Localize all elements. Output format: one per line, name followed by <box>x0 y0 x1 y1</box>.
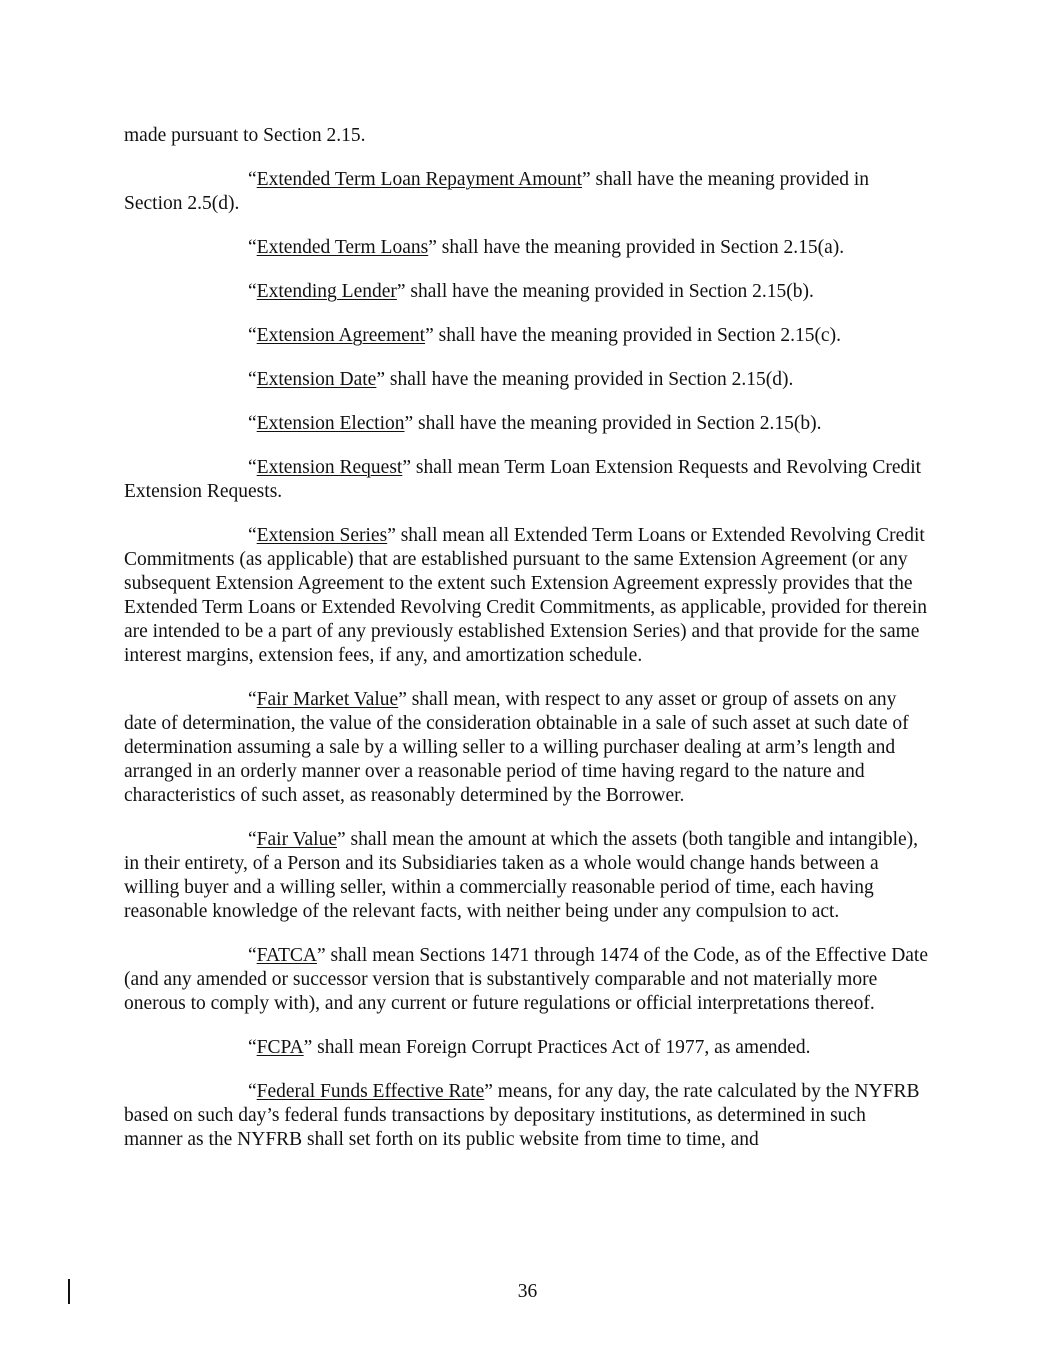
definition-paragraph: “Extension Date” shall have the meaning provided in Section 2.15(d). <box>248 369 794 390</box>
definition-paragraph: “Extension Series” shall mean all Extended Term Loans or Extended Revolving Credit Commitments (as applicable) that are established pursuant to the same Extension Agreement (or any subsequent Extension Agreement to the extent such Extension Agreement expressly provides that the Extended Term Loans or Extended Revolving Credit Commitments, as applicable, provided for therein are intended to be a part of any previously established Extension Series) and that provide for the same interest margins, extension fees, if any, and amortization schedule. <box>124 525 927 666</box>
definition-paragraph: “FATCA” shall mean Sections 1471 through 1474 of the Code, as of the Effective Date (and any amended or successor version that is substantively comparable and not materially more onerous to comply with), and any current or future regulations or official interpretations thereof. <box>124 945 929 1014</box>
defined-term: Fair Market Value <box>256 689 399 710</box>
defined-term: Federal Funds Effective Rate <box>256 1081 485 1102</box>
definition-paragraph: “Extended Term Loans” shall have the meaning provided in Section 2.15(a). <box>248 237 845 258</box>
definition-paragraph: “Fair Value” shall mean the amount at which the assets (both tangible and intangible), in their entirety, of a Person and its Subsidiaries taken as a whole would change hands between a willing buyer and a willing seller, within a commercially reasonable period of time, each having reasonable knowledge of the relevant facts, with neither being under any compulsion to act. <box>124 829 919 922</box>
definition-text: ” shall mean Sections 1471 through 1474 of the Code, as of the Effective Date (and any amended or successor version that is substantively comparable and not materially more onerous to comply with), and any current or future regulations or official interpretations thereof. <box>124 945 929 1014</box>
definition-text: ” shall mean, with respect to any asset or group of assets on any date of determination, the value of the consideration obtainable in a sale of such asset at such date of determination assuming a sale by a willing seller to a willing purchaser dealing at arm’s length and arranged in an orderly manner over a reasonable period of time having regard to the nature and characteristics of such asset, as reasonably determined by the Borrower. <box>124 689 909 806</box>
definition-text: ” means, for any day, the rate calculated by the NYFRB based on such day’s federal funds transactions by depositary institutions, as determined in such manner as the NYFRB shall set forth on its public website from time to time, and <box>124 1081 920 1150</box>
definition-paragraph: “Extending Lender” shall have the meaning provided in Section 2.15(b). <box>248 281 814 302</box>
defined-term: Extended Term Loans <box>256 237 429 258</box>
defined-term: Fair Value <box>256 829 337 850</box>
page-number: 36 <box>517 1281 538 1302</box>
definition-paragraph: “Extension Request” shall mean Term Loan Extension Requests and Revolving Credit Extension Requests. <box>124 457 922 502</box>
definition-text: ” shall mean Term Loan Extension Requests and Revolving Credit Extension Requests. <box>124 457 922 502</box>
defined-term: FCPA <box>256 1037 304 1058</box>
definition-text: ” shall have the meaning provided in Section 2.5(d). <box>124 169 870 214</box>
defined-term: Extension Agreement <box>256 325 426 346</box>
defined-term: Extended Term Loan Repayment Amount <box>256 169 583 190</box>
definition-paragraph: “FCPA” shall mean Foreign Corrupt Practices Act of 1977, as amended. <box>248 1037 811 1058</box>
definition-paragraph: “Fair Market Value” shall mean, with respect to any asset or group of assets on any date of determination, the value of the consideration obtainable in a sale of such asset at such date of determination assuming a sale by a willing seller to a willing purchaser dealing at arm’s length and arranged in an orderly manner over a reasonable period of time having regard to the nature and characteristics of such asset, as reasonably determined by the Borrower. <box>124 689 909 806</box>
defined-term: Extension Date <box>256 369 377 390</box>
defined-term: FATCA <box>256 945 317 966</box>
definition-paragraph: “Federal Funds Effective Rate” means, for any day, the rate calculated by the NYFRB based on such day’s federal funds transactions by depositary institutions, as determined in such manner as the NYFRB shall set forth on its public website from time to time, and <box>124 1081 920 1150</box>
continuation-text: made pursuant to Section 2.15. <box>124 125 366 146</box>
defined-term: Extension Series <box>256 525 388 546</box>
definition-text: ” shall mean the amount at which the assets (both tangible and intangible), in their entirety, of a Person and its Subsidiaries taken as a whole would change hands between a willing buyer and a willing seller, within a commercially reasonable period of time, each having reasonable knowledge of the relevant facts, with neither being under any compulsion to act. <box>124 829 919 922</box>
definition-text: ” shall have the meaning provided in Section 2.15(d). <box>376 369 794 390</box>
definition-paragraph: “Extension Agreement” shall have the meaning provided in Section 2.15(c). <box>248 325 841 346</box>
definition-text: ” shall mean all Extended Term Loans or Extended Revolving Credit Commitments (as applicable) that are established pursuant to the same Extension Agreement (or any subsequent Extension Agreement to the extent such Extension Agreement expressly provides that the Extended Term Loans or Extended Revolving Credit Commitments, as applicable, provided for therein are intended to be a part of any previously established Extension Series) and that provide for the same interest margins, extension fees, if any, and amortization schedule. <box>124 525 927 666</box>
definition-text: ” shall have the meaning provided in Section 2.15(b). <box>404 413 822 434</box>
definition-text: ” shall have the meaning provided in Section 2.15(a). <box>428 237 845 258</box>
definition-paragraph: “Extended Term Loan Repayment Amount” shall have the meaning provided in Section 2.5(d). <box>124 169 870 214</box>
document-body <box>124 124 929 1172</box>
definition-text: ” shall mean Foreign Corrupt Practices Act of 1977, as amended. <box>303 1037 811 1058</box>
definition-text: ” shall have the meaning provided in Section 2.15(c). <box>425 325 841 346</box>
defined-term: Extension Request <box>256 457 403 478</box>
defined-term: Extending Lender <box>256 281 397 302</box>
defined-term: Extension Election <box>256 413 405 434</box>
definition-paragraph: “Extension Election” shall have the meaning provided in Section 2.15(b). <box>248 413 822 434</box>
definition-text: ” shall have the meaning provided in Section 2.15(b). <box>396 281 814 302</box>
